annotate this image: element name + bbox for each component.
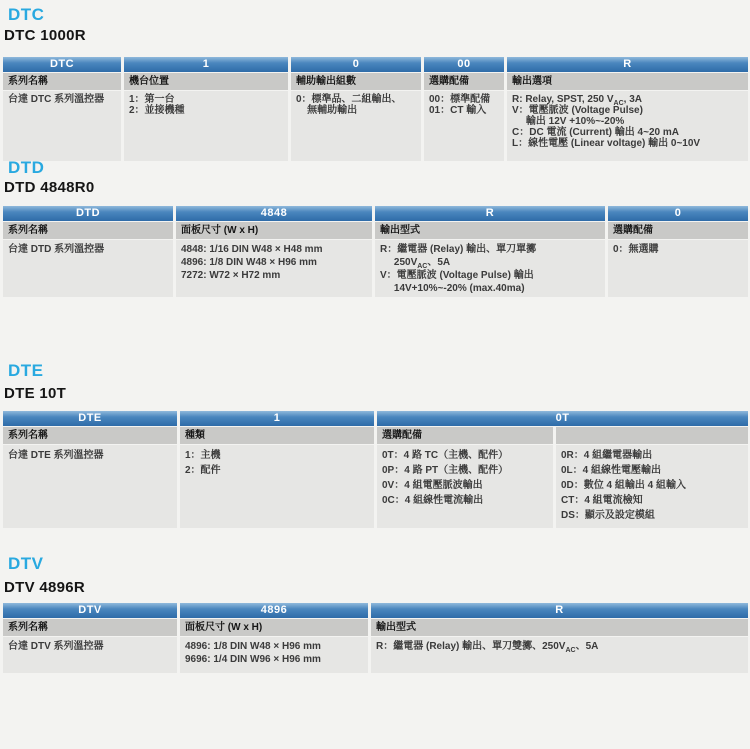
spec-line: R：繼電器 (Relay) 輸出、單刀單擲 bbox=[380, 244, 537, 255]
column-code-header: R bbox=[375, 206, 605, 221]
spec-cell bbox=[3, 91, 121, 161]
spec-line: 7272: W72 × H72 mm bbox=[181, 270, 281, 281]
spec-line: 2：配件 bbox=[185, 465, 221, 476]
column-dtv-4896 bbox=[180, 603, 368, 673]
spec-line: 輸出 12V +10%~-20% bbox=[512, 116, 625, 127]
spec-cell bbox=[180, 445, 374, 528]
column-code-header: 1 bbox=[124, 57, 288, 72]
column-label: 種類 bbox=[180, 427, 374, 444]
column-label: 選購配備 bbox=[424, 73, 504, 90]
spec-table-dtv bbox=[3, 603, 748, 673]
spec-cell bbox=[3, 637, 177, 673]
spec-line: 1：主機 bbox=[185, 450, 221, 461]
spec-line: 0R：4 組繼電器輸出 bbox=[561, 450, 653, 461]
spec-line: 0：標準品、二組輸出、 bbox=[296, 94, 402, 105]
spec-cell bbox=[3, 240, 173, 297]
column-dte-DTE bbox=[3, 411, 177, 528]
column-code-header: DTC bbox=[3, 57, 121, 72]
column-label bbox=[556, 427, 748, 444]
spec-line: R: Relay, SPST, 250 $V_{AC}$, 3A bbox=[512, 94, 642, 107]
spec-line: 4896: 1/8 DIN W48 × H96 mm bbox=[185, 641, 321, 652]
column-code-header: 1 bbox=[180, 411, 374, 426]
column-dtd-DTD bbox=[3, 206, 173, 297]
column-code-header: 00 bbox=[424, 57, 504, 72]
column-label: 系列名稱 bbox=[3, 427, 177, 444]
column-code-header: 4848 bbox=[176, 206, 372, 221]
spec-line: 0T：4 路 TC（主機、配件） bbox=[382, 450, 509, 461]
column-label: 輔助輸出組數 bbox=[291, 73, 421, 90]
spec-table-dte bbox=[3, 411, 748, 528]
column-dtc-0 bbox=[291, 57, 421, 161]
spec-line: 無輔助輸出 bbox=[296, 105, 358, 116]
spec-cell bbox=[3, 445, 177, 528]
column-code-header: 0 bbox=[291, 57, 421, 72]
column-dtv-R bbox=[371, 603, 748, 673]
model-heading: DTD 4848R0 bbox=[4, 179, 95, 196]
spec-line: 14V+10%~-20% (max.40ma) bbox=[380, 283, 525, 294]
column-label: 輸出型式 bbox=[371, 619, 748, 636]
spec-cell bbox=[377, 445, 553, 528]
column-code-header: 0T bbox=[377, 411, 748, 426]
spec-cell bbox=[608, 240, 748, 297]
spec-cell bbox=[124, 91, 288, 161]
spec-line: 0：無選購 bbox=[613, 244, 659, 255]
column-label: 選購配備 bbox=[608, 222, 748, 239]
spec-line: CT：4 組電流檢知 bbox=[561, 495, 643, 506]
column-label: 系列名稱 bbox=[3, 619, 177, 636]
series-heading: DTV bbox=[8, 554, 44, 573]
spec-line: 4848: 1/16 DIN W48 × H48 mm bbox=[181, 244, 323, 255]
spec-line: 0L：4 組線性電壓輸出 bbox=[561, 465, 662, 476]
spec-line: 台達 DTC 系列溫控器 bbox=[8, 94, 105, 105]
column-code-header: DTE bbox=[3, 411, 177, 426]
series-heading: DTE bbox=[8, 361, 44, 380]
column-label: 輸出型式 bbox=[375, 222, 605, 239]
column-code-header: R bbox=[507, 57, 748, 72]
spec-cell bbox=[556, 445, 748, 528]
spec-line: C：DC 電流 (Current) 輸出 4~20 mA bbox=[512, 127, 679, 138]
column-label: 選購配備 bbox=[377, 427, 553, 444]
column-dtd-R bbox=[375, 206, 605, 297]
column-dtc-00 bbox=[424, 57, 504, 161]
spec-line: 01：CT 輸入 bbox=[429, 105, 487, 116]
column-label: 系列名稱 bbox=[3, 73, 121, 90]
column-dte-0T bbox=[377, 411, 748, 528]
column-label: 面板尺寸 (W x H) bbox=[176, 222, 372, 239]
spec-line: R：繼電器 (Relay) 輸出、單刀雙擲、$250V_{AC}$、5A bbox=[376, 641, 599, 654]
spec-line: 0V：4 組電壓脈波輸出 bbox=[382, 480, 483, 491]
spec-line: 00：標準配備 bbox=[429, 94, 491, 105]
model-heading: DTC 1000R bbox=[4, 27, 86, 44]
spec-line: 台達 DTV 系列溫控器 bbox=[8, 641, 104, 652]
series-heading: DTC bbox=[8, 5, 45, 24]
spec-line: 1：第一台 bbox=[129, 94, 175, 105]
spec-line: 台達 DTD 系列溫控器 bbox=[8, 244, 105, 255]
column-dtc-DTC bbox=[3, 57, 121, 161]
spec-cell bbox=[291, 91, 421, 161]
model-heading: DTE 10T bbox=[4, 385, 67, 402]
spec-line: L：線性電壓 (Linear voltage) 輸出 0~10V bbox=[512, 138, 701, 149]
spec-line: 台達 DTE 系列溫控器 bbox=[8, 450, 104, 461]
column-label: 機台位置 bbox=[124, 73, 288, 90]
column-label: 輸出選項 bbox=[507, 73, 748, 90]
spec-table-dtd bbox=[3, 206, 748, 297]
spec-line: DS：顯示及設定模組 bbox=[561, 510, 655, 521]
column-dtv-DTV bbox=[3, 603, 177, 673]
spec-line: 9696: 1/4 DIN W96 × H96 mm bbox=[185, 654, 321, 665]
column-dte-1 bbox=[180, 411, 374, 528]
spec-line: 0C：4 組線性電流輸出 bbox=[382, 495, 484, 506]
spec-line: 0P：4 路 PT（主機、配件） bbox=[382, 465, 509, 476]
column-code-header: DTD bbox=[3, 206, 173, 221]
spec-line: 2：並接機種 bbox=[129, 105, 185, 116]
spec-cell bbox=[176, 240, 372, 297]
spec-cell bbox=[507, 91, 748, 161]
column-code-header: 0 bbox=[608, 206, 748, 221]
series-heading: DTD bbox=[8, 158, 45, 177]
spec-line: V：電壓脈波 (Voltage Pulse) bbox=[512, 105, 643, 116]
model-heading: DTV 4896R bbox=[4, 579, 86, 596]
spec-cell bbox=[180, 637, 368, 673]
spec-cell bbox=[371, 637, 748, 673]
column-dtc-R bbox=[507, 57, 748, 161]
spec-line: 4896: 1/8 DIN W48 × H96 mm bbox=[181, 257, 317, 268]
spec-cell bbox=[375, 240, 605, 297]
column-label: 系列名稱 bbox=[3, 222, 173, 239]
column-label: 面板尺寸 (W x H) bbox=[180, 619, 368, 636]
column-dtd-4848 bbox=[176, 206, 372, 297]
spec-cell bbox=[424, 91, 504, 161]
column-dtd-0 bbox=[608, 206, 748, 297]
spec-line: $250V_{AC}$、5A bbox=[380, 257, 451, 270]
spec-line: V：電壓脈波 (Voltage Pulse) 輸出 bbox=[380, 270, 534, 281]
spec-table-dtc bbox=[3, 57, 748, 161]
column-code-header: DTV bbox=[3, 603, 177, 618]
spec-line: 0D：數位 4 組輸出 4 組輸入 bbox=[561, 480, 687, 491]
column-code-header: 4896 bbox=[180, 603, 368, 618]
column-dtc-1 bbox=[124, 57, 288, 161]
column-code-header: R bbox=[371, 603, 748, 618]
